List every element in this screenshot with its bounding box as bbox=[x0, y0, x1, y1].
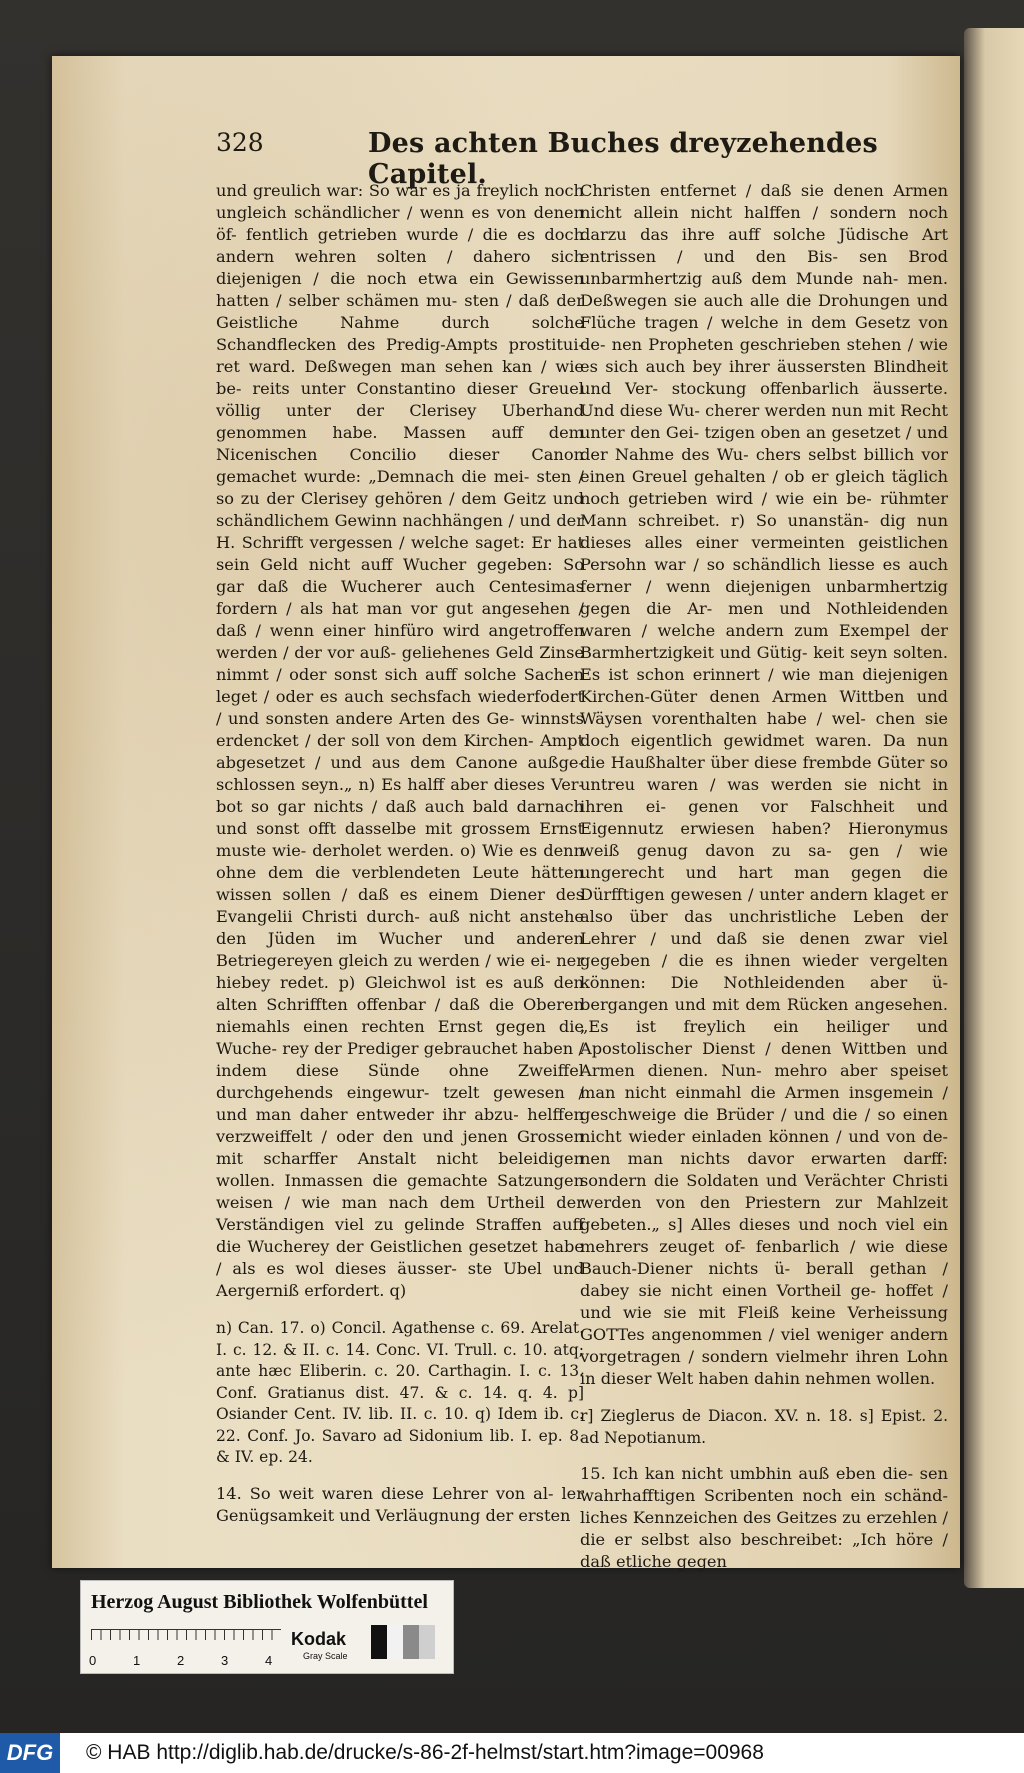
right-column bbox=[580, 180, 948, 1573]
ruler-number: 3 bbox=[221, 1653, 229, 1668]
running-title: Des achten Buches dreyzehendes Capitel. bbox=[368, 128, 878, 190]
color-calibration-card bbox=[80, 1580, 454, 1674]
library-label: Herzog August Bibliothek Wolfenbüttel bbox=[91, 1591, 428, 1613]
left-footnotes: n) Can. 17. o) Concil. Agathense c. 69. Arelat. I. c. 12. & II. c. 14. Conc. VI. Trull. c. 10. atq; ante hæc Eliberin. c. 20. Carthagin. I. c. 13. Conf. Gratianus dist. 47. & c. 14. q. 4. p] Osiander Cent. IV. lib. II. c. 10. q) Idem ib. c. 22. Conf. Jo. Savaro ad Sidonium lib. I. ep. 8. & IV. ep. 24. bbox=[216, 1319, 584, 1466]
ruler-number: 4 bbox=[265, 1653, 273, 1668]
left-column bbox=[216, 180, 584, 1527]
dfg-logo: DFG bbox=[0, 1733, 60, 1773]
ruler-scale bbox=[91, 1629, 281, 1649]
footer-bar bbox=[0, 1733, 1024, 1773]
gray-scale-label: Gray Scale bbox=[303, 1651, 348, 1661]
ruler-number: 1 bbox=[133, 1653, 141, 1668]
book-page bbox=[52, 56, 960, 1571]
gray-swatch bbox=[419, 1625, 435, 1659]
gray-swatch bbox=[371, 1625, 387, 1659]
right-body-text: Christen entfernet / daß sie denen Armen nicht allein nicht halffen / sondern noch darzu das ihre auff solche Jüdische Art entrissen / und den Bis- sen Brod unbarmhertzig auß dem Munde nah- men. Deßwegen sie auch alle die Drohungen und Flüche tragen / welche in dem Gesetz von de- nen Propheten geschrieben stehen / wie es sich auch bey ihrer äussersten Blindheit und Ver- stockung offenbarlich äusserte. Und diese Wu- cherer werden nun mit Recht unter den Gei- tzigen oben an gesetzet / und der Nahme des Wu- chers selbst billich vor einen Greuel gehalten / ob er gleich täglich noch getrieben wird / wie ein be- rühmter Mann schreibet. r) So unanstän- dig nun dieses alles einer vermeinten geistlichen Persohn war / so schändlich liesse es auch ferner / wenn diejenigen unbarmhertzig gegen die Ar- men und Nothleidenden waren / welche andern zum Exempel der Barmhertzigkeit und Gütig- keit seyn solten. Es ist schon erinnert / wie man diejenigen Kirchen-Güter denen Armen Wittben und Wäysen vorenthalten habe / wel- chen sie doch eigentlich gewidmet waren. Da nun die Haußhalter über diese frembde Güter so untreu waren / was werden sie nicht in ihren ei- genen vor Falschheit und Eigennutz erwiesen haben? Hieronymus weiß genug davon zu sa- gen / wie ungerecht und hart man gegen die Dürfftigen gewesen / unter andern klaget er also über das unchristliche Leben der Lehrer / und daß sie denen zwar viel gegeben / die es ihnen wieder vergelten können: Die Nothleidenden aber ü- bergangen und mit dem Rücken angesehen. „Es ist freylich ein heiliger und Apostolischer Dienst / denen Wittben und Armen dienen. Nun- mehro aber speiset man nicht einmahl die Armen insgemein / geschweige die Brüder / und die / so einen nicht wieder einladen können / und von de- nen man nichts davor erwarten darff: sondern die Soldaten und Verächter Christi werden von den Priestern zur Mahlzeit gebeten.„ s] Alles dieses und noch viel ein mehrers zeuget of- fenbarlich / wie diese Bauch-Diener nichts ü- berall gethan / dabey sie nicht einen Vortheil ge- hoffet / und wie sie mit Fleiß keine Verheissung GOTTes angenommen / viel weniger andern vorgetragen / sondern vielmehr ihren Lohn in dieser Welt haben dahin nehmen wollen. bbox=[580, 181, 948, 1388]
section-14-text: 14. So weit waren diese Lehrer von al- ler Genügsamkeit und Verläugnung der ersten bbox=[216, 1483, 584, 1525]
kodak-logo: Kodak bbox=[291, 1629, 347, 1649]
gray-swatch bbox=[403, 1625, 419, 1659]
facing-page-edge bbox=[964, 28, 1024, 1588]
gray-swatch bbox=[387, 1625, 403, 1659]
ruler-number: 0 bbox=[89, 1653, 97, 1668]
right-footnotes: r] Zieglerus de Diacon. XV. n. 18. s] Epist. 2. ad Nepotianum. bbox=[580, 1407, 948, 1447]
running-head bbox=[52, 128, 960, 190]
footer-credit-link[interactable]: © HAB http://diglib.hab.de/drucke/s-86-2f-helmst/start.htm?image=00968 bbox=[86, 1741, 764, 1764]
section-15-text: 15. Ich kan nicht umbhin auß eben die- sen wahrhafftigen Scribenten noch ein schänd- liches Kennzeichen des Geitzes zu erzehlen / die er selbst also beschreibet: „Ich höre / daß etliche gegen bbox=[580, 1464, 948, 1571]
left-body-text: und greulich war: So war es ja freylich noch ungleich schändlicher / wenn es von denen öf- fentlich getrieben wurde / die es doch andern wehren solten / dahero sich diejenigen / die noch etwa ein Gewissen hatten / selber schämen mu- sten / daß der Geistliche Nahme durch solche Schandflecken des Predig-Ampts prostitui- ret ward. Deßwegen man sehen kan / wie be- reits unter Constantino dieser Greuel völlig unter der Clerisey Uberhand genommen habe. Massen auff dem Nicenischen Concilio dieser Canon gemachet wurde: „Demnach die mei- sten / so zu der Clerisey gehören / dem Geitz und schändlichem Gewinn nachhängen / und der H. Schrifft vergessen / welche saget: Er hat sein Geld nicht auff Wucher gegeben: So gar daß die Wucherer auch Centesimas fordern / als hat man vor gut angesehen / daß / wenn einer hinfüro wird angetroffen werden / der vor auß- geliehenes Geld Zinse nimmt / oder sonst sich auff solche Sachen leget / oder es auch sechsfach wiederfodert / und sonsten andere Arten des Ge- winnsts erdencket / der soll von dem Kirchen- Ampt abgesetzet / und aus dem Canone außge- schlossen seyn.„ n) Es halff aber dieses Ver- bot so gar nichts / daß auch bald darnach und sonst offt dasselbe mit grossem Ernst muste wie- derholet werden. o) Wie es denn ohne dem die verblendeten Leute hätten wissen sollen / daß es einem Diener des Evangelii Christi durch- auß nicht anstehe den Jüden im Wucher und anderen Betriegereyen gleich zu werden / wie ei- ner hiebey redet. p) Gleichwol ist es auß den alten Schrifften offenbar / daß die Oberen niemahls einen rechten Ernst gegen die Wuche- rey der Prediger gebrauchet haben / indem diese Sünde ohne Zweiffel durchgehends eingewur- tzelt gewesen / und man daher entweder ihr abzu- helffen verzweiffelt / oder den und jenen Grossen mit scharffer Anstalt nicht beleidigen wollen. Inmassen die gemachte Satzungen weisen / wie man nach dem Urtheil der Verständigen viel zu gelinde Straffen auff die Wucherey der Geistlichen gesetzet habe / als es wol dieses äusser- ste Ubel und Aergerniß erfordert. q) bbox=[216, 181, 584, 1300]
ruler-number: 2 bbox=[177, 1653, 185, 1668]
gray-swatches bbox=[371, 1625, 435, 1659]
page-number: 328 bbox=[216, 128, 264, 157]
